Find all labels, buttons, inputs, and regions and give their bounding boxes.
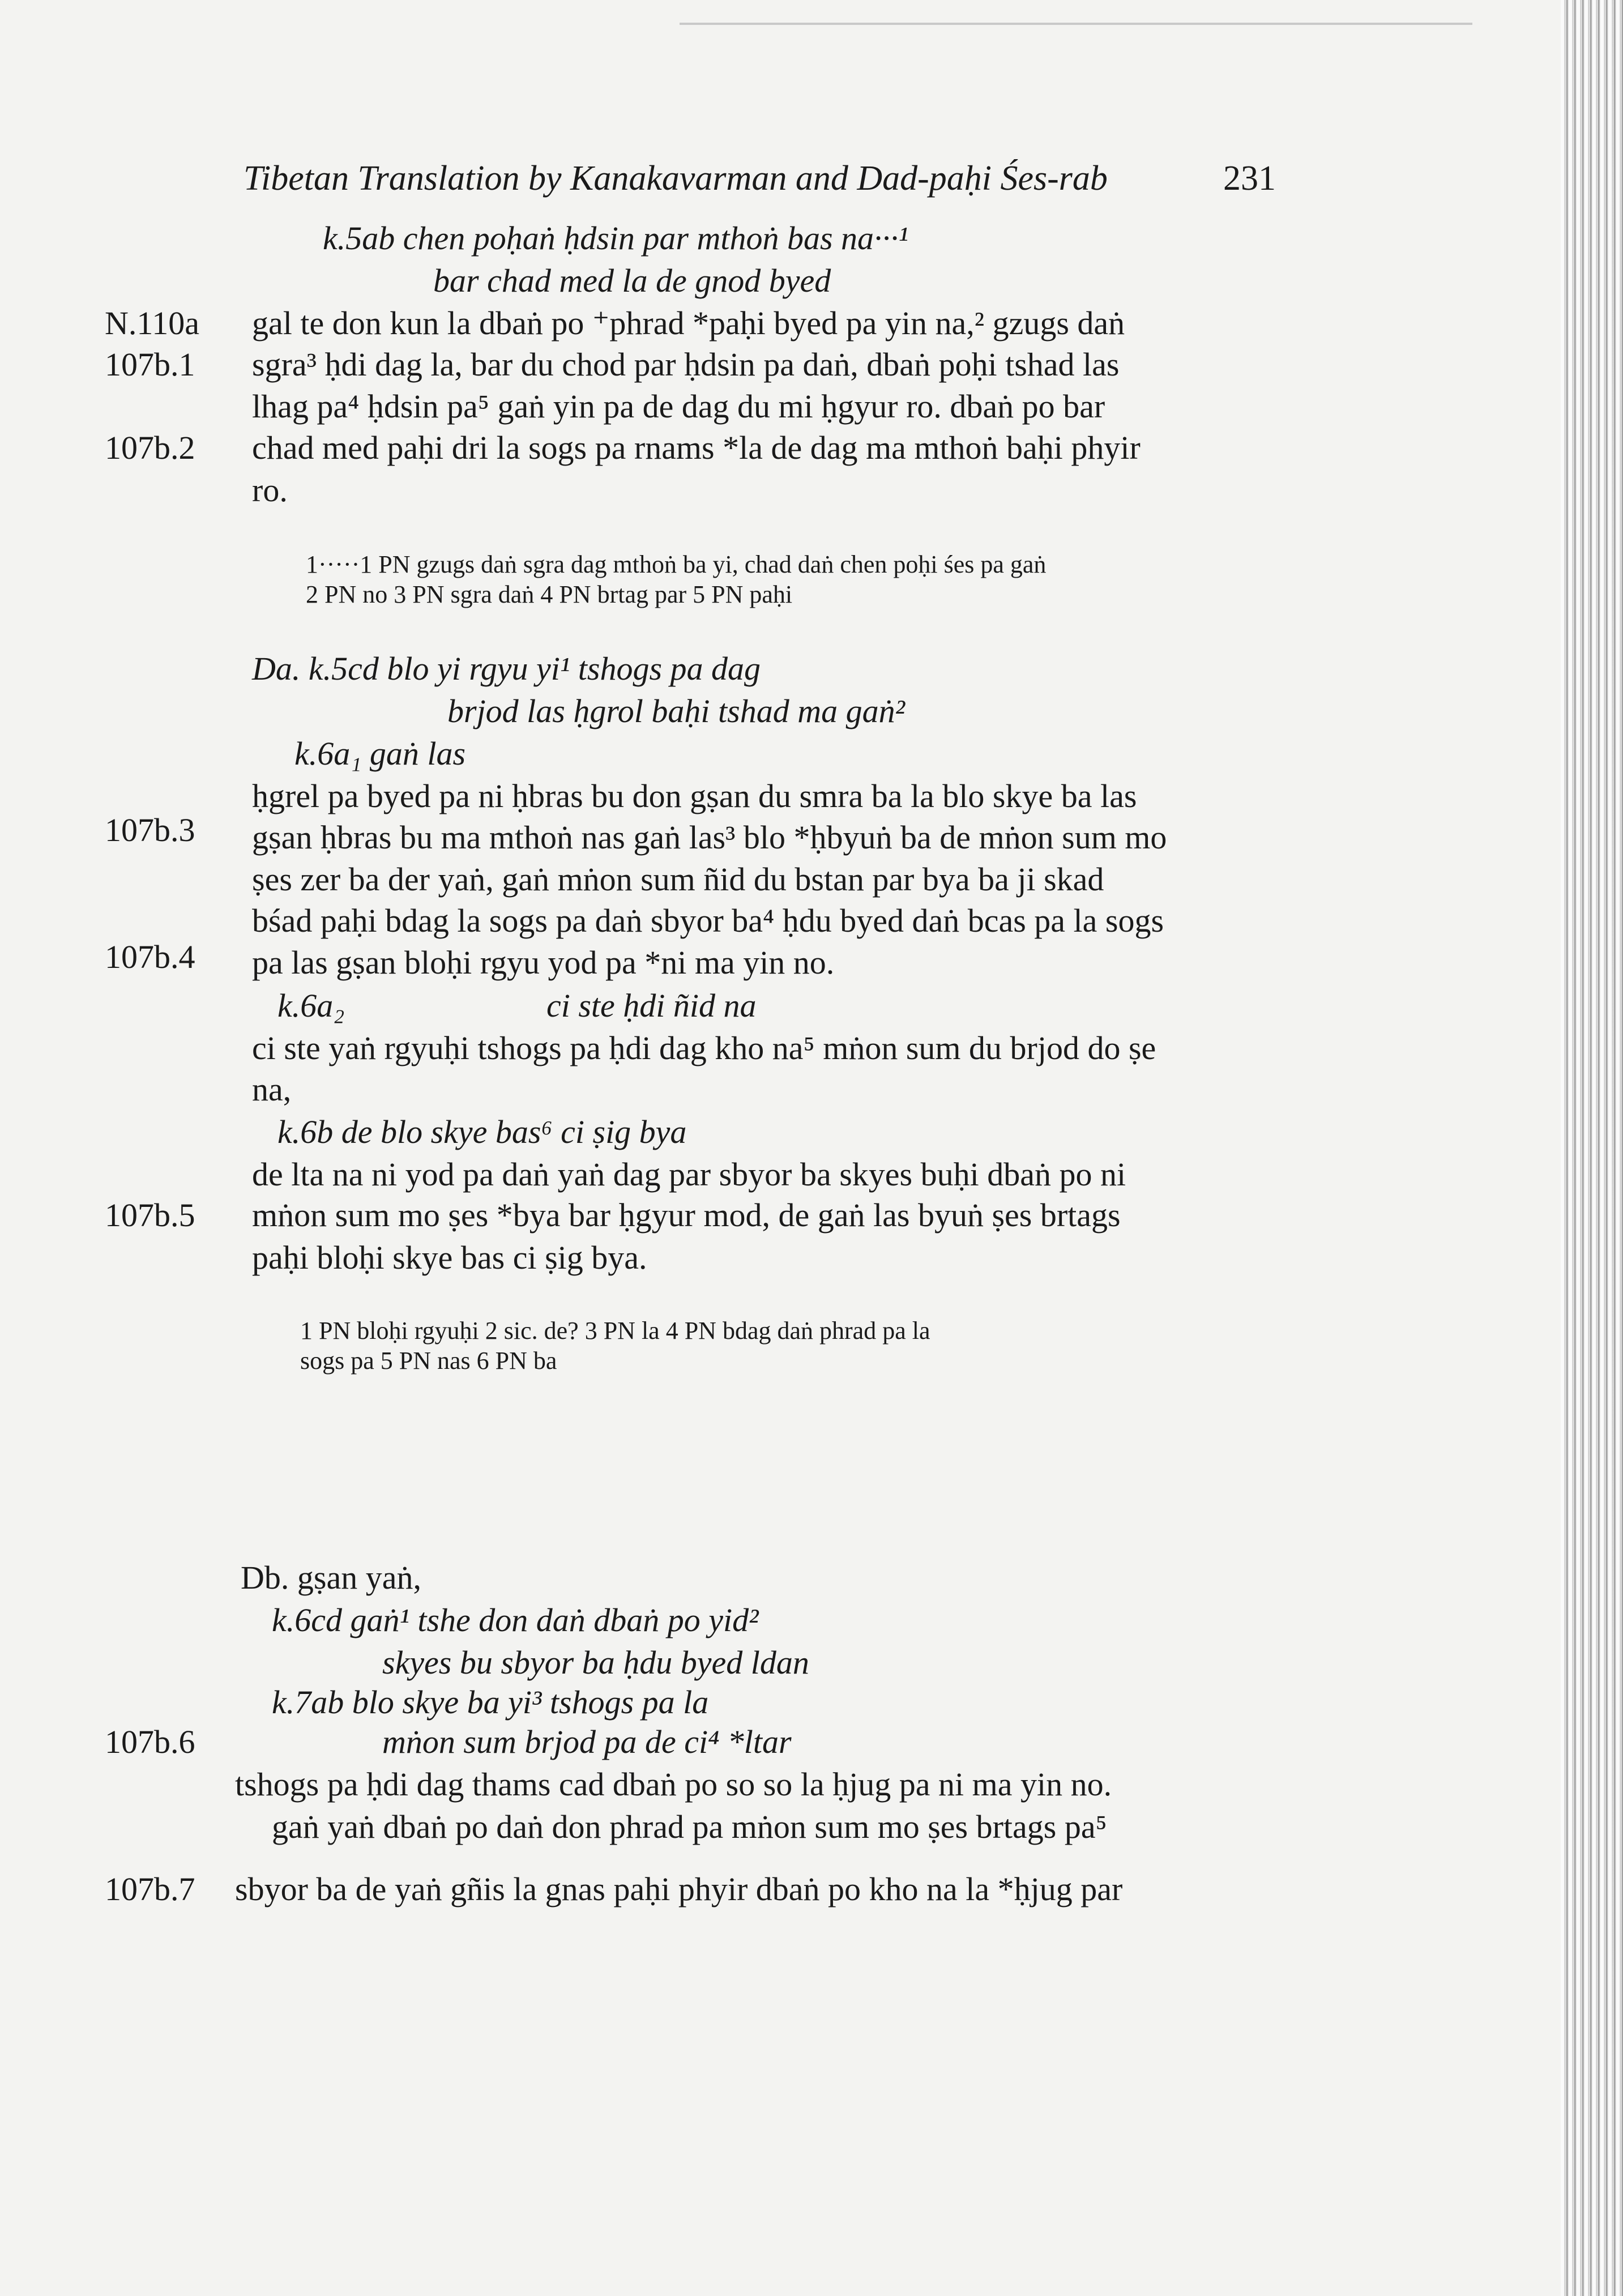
prose-line: na, xyxy=(252,1071,292,1108)
prose-line: de lta na ni yod pa daṅ yaṅ dag par sbyor ba skyes buḥi dbaṅ po ni xyxy=(252,1156,1126,1193)
prose-line: sbyor ba de yaṅ gñis la gnas paḥi phyir dbaṅ po kho na la *ḥjug par xyxy=(235,1871,1123,1907)
prose-line: paḥi bloḥi skye bas ci ṣig bya. xyxy=(252,1239,647,1276)
prose-line: mṅon sum mo ṣes *bya bar ḥgyur mod, de gaṅ las byuṅ ṣes brtags xyxy=(252,1197,1121,1234)
verse-line: k.6b de blo skye bas⁶ ci ṣig bya xyxy=(277,1113,687,1150)
prose-line: chad med paḥi dri la sogs pa rnams *la de dag ma mthoṅ baḥi phyir xyxy=(252,429,1141,466)
footnote-line: 1·····1 PN gzugs daṅ sgra dag mthoṅ ba yi, chad daṅ chen poḥi śes pa gaṅ xyxy=(306,550,1047,578)
prose-line: bśad paḥi bdag la sogs pa daṅ sbyor ba⁴ ḥdu byed daṅ bcas pa la sogs xyxy=(252,902,1164,939)
margin-ref: 107b.6 xyxy=(105,1723,195,1760)
verse-line: bar chad med la de gnod byed xyxy=(433,262,831,299)
page-number: 231 xyxy=(1223,159,1276,198)
book-binding-edge xyxy=(1561,0,1623,2296)
prose-line: sgra³ ḥdi dag la, bar du chod par ḥdsin pa daṅ, dbaṅ poḥi tshad las xyxy=(252,346,1120,383)
margin-ref: 107b.5 xyxy=(105,1197,195,1234)
verse-line: brjod las ḥgrol baḥi tshad ma gaṅ² xyxy=(447,693,905,729)
margin-ref: 107b.1 xyxy=(105,346,195,383)
verse-line: mṅon sum brjod pa de ci⁴ *ltar xyxy=(382,1723,792,1760)
verse-line: Da. k.5cd blo yi rgyu yi¹ tshogs pa dag xyxy=(252,650,761,687)
verse-line: k.6a₁ gaṅ las xyxy=(294,735,466,772)
margin-ref: 107b.4 xyxy=(105,938,195,975)
prose-line: tshogs pa ḥdi dag thams cad dbaṅ po so so la ḥjug pa ni ma yin no. xyxy=(235,1766,1112,1803)
margin-ref: N.110a xyxy=(105,305,199,342)
prose-line: gal te don kun la dbaṅ po ⁺phrad *paḥi byed pa yin na,² gzugs daṅ xyxy=(252,305,1125,342)
footnote-line: sogs pa 5 PN nas 6 PN ba xyxy=(300,1347,557,1375)
prose-line: ro. xyxy=(252,472,288,509)
footnote-line: 2 PN no 3 PN sgra daṅ 4 PN brtag par 5 PN paḥi xyxy=(306,581,793,608)
verse-line: ci ste ḥdi ñid na xyxy=(546,987,757,1024)
footnote-line: 1 PN bloḥi rgyuḥi 2 sic. de? 3 PN la 4 PN bdag daṅ phrad pa la xyxy=(300,1317,930,1345)
verse-line: k.6cd gaṅ¹ tshe don daṅ dbaṅ po yid² xyxy=(272,1602,759,1638)
prose-line: gṣan ḥbras bu ma mthoṅ nas gaṅ las³ blo *ḥbyuṅ ba de mṅon sum mo xyxy=(252,819,1167,856)
verse-line: skyes bu sbyor ba ḥdu byed ldan xyxy=(382,1644,809,1681)
prose-line: lhag pa⁴ ḥdsin pa⁵ gaṅ yin pa de dag du mi ḥgyur ro. dbaṅ po bar xyxy=(252,388,1105,425)
verse-line: k.7ab blo skye ba yi³ tshogs pa la xyxy=(272,1684,709,1721)
prose-line: gaṅ yaṅ dbaṅ po daṅ don phrad pa mṅon sum mo ṣes brtags pa⁵ xyxy=(272,1808,1107,1845)
margin-ref: 107b.7 xyxy=(105,1871,195,1907)
prose-line: ci ste yaṅ rgyuḥi tshogs pa ḥdi dag kho na⁵ mṅon sum du brjod do ṣe xyxy=(252,1030,1156,1066)
prose-line: ḥgrel pa byed pa ni ḥbras bu don gṣan du smra ba la blo skye ba las xyxy=(252,778,1137,814)
prose-line: pa las gṣan bloḥi rgyu yod pa *ni ma yin no. xyxy=(252,944,835,981)
running-title: Tibetan Translation by Kanakavarman and Dad-paḥi Śes-rab xyxy=(244,159,1108,198)
margin-ref: 107b.3 xyxy=(105,812,195,848)
prose-line: ṣes zer ba der yaṅ, gaṅ mṅon sum ñid du bstan par bya ba ji skad xyxy=(252,861,1104,898)
verse-line: k.5ab chen poḥaṅ ḥdsin par mthoṅ bas na···¹ xyxy=(323,220,908,257)
verse-label: k.6a₂ xyxy=(277,987,345,1024)
scan-artifact-line xyxy=(680,23,1472,25)
margin-ref: 107b.2 xyxy=(105,429,195,466)
prose-line: Db. gṣan yaṅ, xyxy=(241,1559,421,1596)
